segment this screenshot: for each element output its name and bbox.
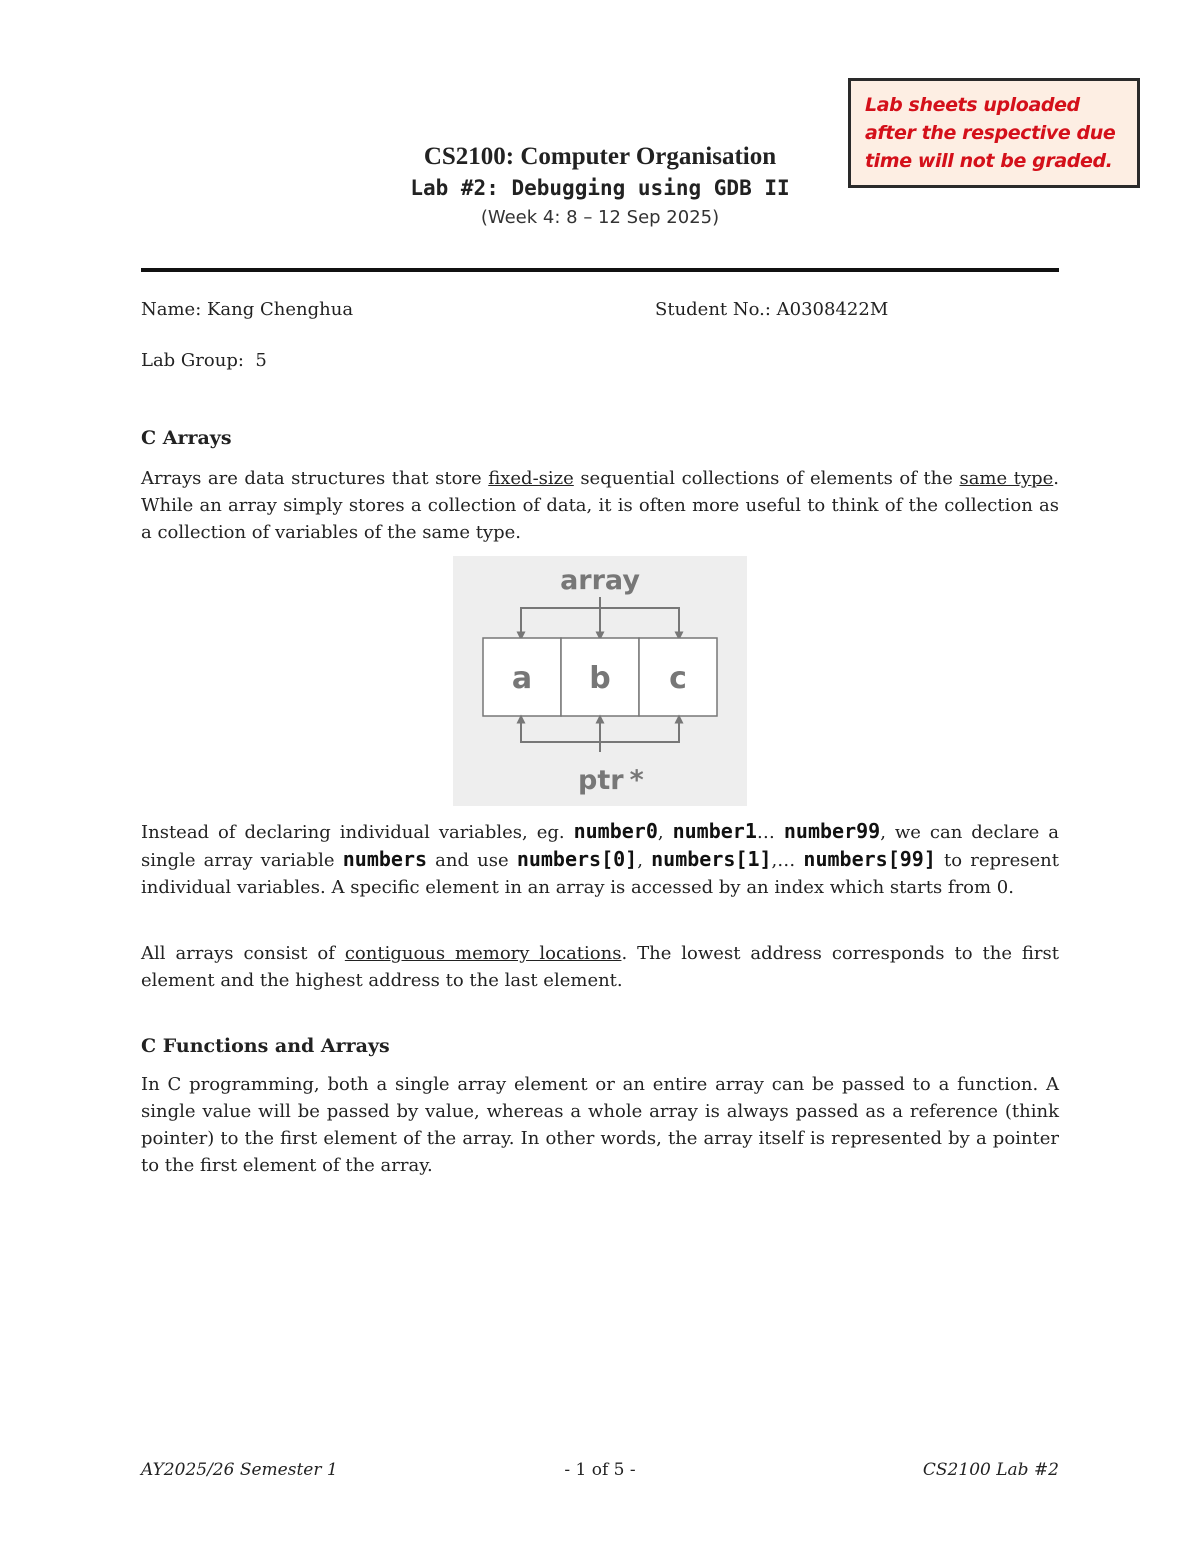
late-submission-notice [848, 78, 1140, 188]
text-run: … [756, 822, 784, 843]
array-declaration-paragraph [141, 818, 1059, 901]
arrays-intro-paragraph [141, 465, 1059, 546]
ptr-star: * [629, 765, 644, 796]
code-term: number99 [783, 819, 881, 843]
notice-line: after the respective due [865, 122, 1116, 144]
footer-page-number: - 1 of 5 - [564, 1460, 636, 1480]
lab-group: Lab Group: 5 [141, 350, 267, 371]
code-term: numbers [342, 847, 428, 871]
code-term: numbers[0] [516, 847, 638, 871]
text-run: , [657, 822, 673, 843]
lab-week: (Week 4: 8 – 12 Sep 2025) [480, 207, 720, 228]
section-heading-c-arrays: C Arrays [141, 427, 232, 449]
code-term: number0 [573, 819, 658, 843]
text-run: , [637, 850, 652, 871]
text-run: . The lowest address corresponds to the first element and the highest address to the last element. [141, 943, 1059, 991]
underlined-term: fixed-size [488, 468, 574, 489]
contiguous-memory-paragraph [141, 940, 1059, 994]
functions-arrays-paragraph: In C programming, both a single array element or an entire array can be passed to a function. A single value will be passed by value, whereas a whole array is always passed as a reference (think pointer) to the first element of the array. In other words, the array itself is represented by a pointer to the first element of the array. [141, 1074, 1059, 1176]
ptr-label [578, 765, 644, 796]
text-run: Arrays are data structures that store [141, 468, 489, 489]
cell-label-b: b [589, 661, 611, 696]
text-run: . While an array simply stores a collection of data, it is often more useful to think of the collection as a collection of variables of the same type. [141, 468, 1059, 543]
array-pointer-diagram [453, 556, 747, 806]
array-diagram-graphic [453, 556, 747, 806]
underlined-term: same type [959, 468, 1054, 489]
code-term: numbers[99] [803, 847, 936, 871]
array-label: array [560, 565, 640, 596]
student-name: Name: Kang Chenghua [141, 299, 354, 320]
code-term: numbers[1] [651, 847, 772, 871]
cell-label-a: a [511, 661, 533, 696]
text-run: All arrays consist of [141, 943, 345, 964]
header-divider [141, 268, 1059, 272]
underlined-term: contiguous memory locations [344, 943, 622, 964]
ptr-label-text: ptr [578, 765, 624, 796]
footer-semester: AY2025/26 Semester 1 [141, 1460, 338, 1480]
text-run: , we can declare a single array variable [141, 822, 1059, 871]
text-run: sequential collections of elements of the [573, 468, 960, 489]
student-number: Student No.: A0308422M [655, 299, 889, 320]
text-run: ,… [771, 850, 804, 871]
text-run: and use [427, 850, 517, 871]
lab-title: Lab #2: Debugging using GDB II [410, 176, 790, 200]
cell-label-c: c [669, 661, 687, 696]
notice-line: Lab sheets uploaded [865, 94, 1080, 116]
footer-course-lab: CS2100 Lab #2 [922, 1460, 1059, 1480]
code-term: number1 [672, 819, 757, 843]
course-title: CS2100: Computer Organisation [423, 143, 777, 170]
text-run: to represent individual variables. A specific element in an array is accessed by an index which starts from 0. [141, 850, 1059, 898]
text-run: Instead of declaring individual variables, eg. [141, 822, 574, 843]
section-heading-functions-arrays: C Functions and Arrays [141, 1035, 390, 1057]
notice-line: time will not be graded. [865, 150, 1113, 172]
